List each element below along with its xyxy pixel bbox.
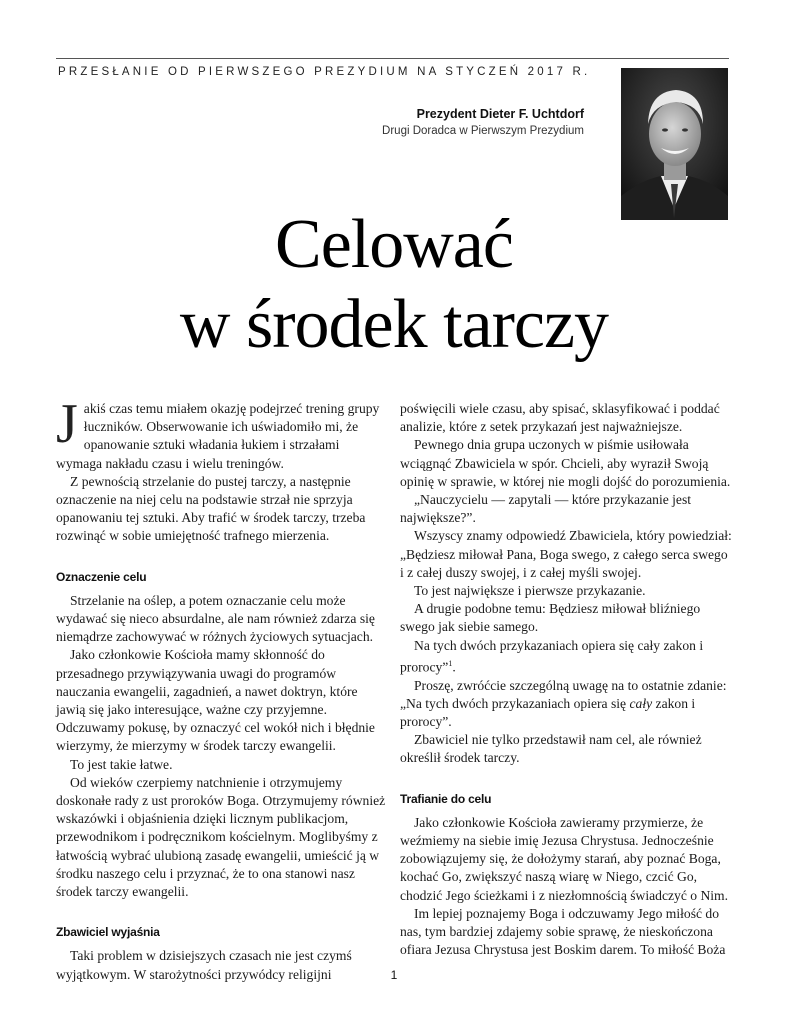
paragraph-text: Na tych dwóch przykazaniach opiera się cały zakon i prorocy” bbox=[400, 637, 704, 675]
paragraph: Im lepiej poznajemy Boga i odczuwamy Jego miłość do nas, tym bardziej zdajemy sobie sprawę, że nieskończona ofiara Jezusa Chrystusa jest Boskim darem. To miłość Boża bbox=[400, 905, 726, 958]
series-header: PRZESŁANIE OD PIERWSZEGO PREZYDIUM NA STYCZEŃ 2017 R. bbox=[58, 66, 591, 78]
paragraph: Taki problem w dzisiejszych czasach nie jest czymś wyjątkowym. W starożytności przywódcy religijni bbox=[56, 948, 352, 982]
section-heading: Oznaczenie celu bbox=[56, 569, 147, 584]
title-line-1: Celować bbox=[275, 206, 513, 283]
paragraph: „Nauczycielu — zapytali — które przykazanie jest największe?”. bbox=[400, 492, 692, 526]
paragraph: Wszyscy znamy odpowiedź Zbawiciela, który powiedział: „Będziesz miłował Pana, Boga swego, z całego serca swego i z całej duszy swojej, i z całej myśli swojej. bbox=[400, 528, 732, 580]
paragraph: Od wieków czerpiemy natchnienie i otrzymujemy doskonałe rady z ust proroków Boga. Otrzymujemy również wskazówki i objaśnienia dzięki licznym publikacjom, przewodnikom i podręcznikom kościelnym. Moglibyśmy z łatwością wybrać ulubioną zasadę ewangelii, umieścić ją w środku naszego celu i przyznać, że to ona stanowi nasz środek tarczy ewangelii. bbox=[56, 774, 386, 900]
paragraph: A drugie podobne temu: Będziesz miłował bliźniego swego jak siebie samego. bbox=[400, 601, 701, 635]
paragraph-text: akiś czas temu miałem okazję podejrzeć trening grupy łuczników. Obserwowanie ich uświadomiło mi, że opanowanie sztuki władania łukiem i strzałami wymaga nakładu czasu i wielu treningów. bbox=[56, 401, 380, 471]
author-name: Prezydent Dieter F. Uchtdorf bbox=[416, 107, 584, 121]
author-block bbox=[382, 107, 584, 137]
paragraph bbox=[56, 393, 388, 473]
paragraph-text: Proszę, zwróćcie szczególną uwagę na to ostatnie zdanie: „Na tych dwóch przykazaniach opiera się bbox=[400, 677, 727, 711]
paragraph: Z pewnością strzelanie do pustej tarczy, a następnie oznaczenie na niej celu na podstawie strzał nie sprzyja opanowaniu tej sztuki. Aby trafić w środek tarczy, trzeba rozwinąć w sobie umiejętność trafnego mierzenia. bbox=[56, 473, 366, 544]
header-rule bbox=[56, 58, 729, 59]
article-title bbox=[0, 205, 788, 365]
paragraph: Strzelanie na oślep, a potem oznaczanie celu może wydawać się nieco absurdalne, ale nam również zdarza się niemądrze zachowywać w różnych życiowych sytuacjach. bbox=[56, 592, 375, 645]
paragraph: Jako członkowie Kościoła zawieramy przymierze, że weźmiemy na siebie imię Jezusa Chrystusa. Jednocześnie zobowiązujemy się, że dołożymy starań, aby poznać Boga, kochać Go, zwiększyć naszą wiarę w Niego, czcić Go, chodzić Jego ścieżkami i z niezłomnością świadczyć o Nim. bbox=[400, 814, 729, 903]
paragraph: Pewnego dnia grupa uczonych w piśmie usiłowała wciągnąć Zbawiciela w spór. Chcieli, aby wyraził Swoją opinię w sprawie, w której nie mogli dojść do porozumienia. bbox=[400, 437, 731, 489]
emphasis-text: cały bbox=[629, 695, 653, 711]
portrait-image bbox=[621, 68, 728, 220]
paragraph bbox=[400, 637, 732, 677]
paragraph: To jest takie łatwe. bbox=[70, 756, 173, 772]
author-portrait bbox=[621, 68, 728, 220]
left-column bbox=[56, 393, 388, 984]
right-column bbox=[400, 400, 732, 959]
paragraph-text: . bbox=[452, 659, 456, 675]
title-line-2: w środek tarczy bbox=[179, 286, 609, 363]
section-heading: Zbawiciel wyjaśnia bbox=[56, 925, 160, 940]
paragraph bbox=[400, 677, 732, 732]
drop-cap: J bbox=[56, 393, 78, 455]
paragraph: poświęcili wiele czasu, aby spisać, sklasyfikować i poddać analizie, które z setek przykazań jest najważniejsze. bbox=[400, 401, 720, 435]
paragraph-text: zakon i prorocy”. bbox=[400, 695, 696, 729]
author-role: Drugi Doradca w Pierwszym Prezydium bbox=[382, 125, 584, 137]
page-number: 1 bbox=[390, 968, 398, 982]
paragraph: To jest największe i pierwsze przykazanie. bbox=[414, 583, 646, 599]
paragraph: Zbawiciel nie tylko przedstawił nam cel, ale również określił środek tarczy. bbox=[400, 732, 702, 766]
footnote-ref: 1 bbox=[448, 658, 453, 668]
paragraph: Jako członkowie Kościoła mamy skłonność do przesadnego przywiązywania uwagi do programów nauczania ewangelii, zagadnień, a nawet doktryn, które jawią się jako interesujące, ważne czy przyjemne. Odczuwamy pokusę, by oznaczyć cel wokół nich i błędnie wierzymy, że mierzymy w środek tarczy ewangelii. bbox=[56, 647, 375, 754]
section-heading: Trafianie do celu bbox=[400, 791, 492, 806]
